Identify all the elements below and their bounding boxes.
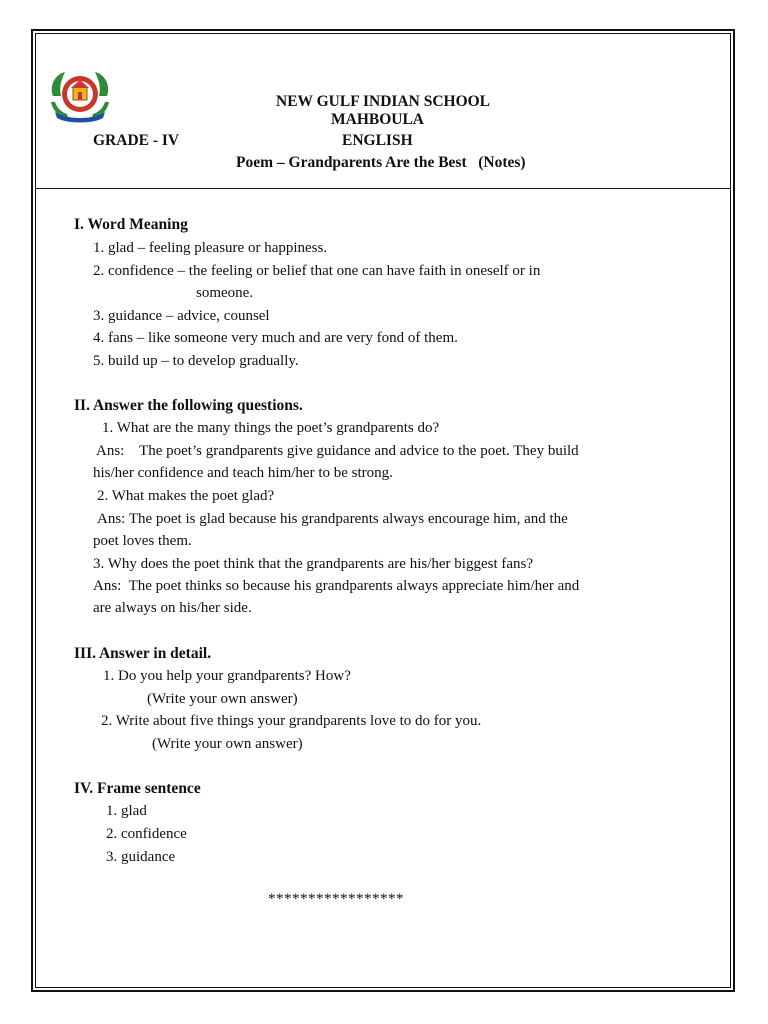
school-logo-icon (47, 68, 113, 124)
list-item: 3. guidance – advice, counsel (93, 308, 270, 324)
footer-stars: ***************** (268, 891, 404, 907)
list-item: 2. confidence (106, 826, 187, 842)
question-line: 2. What makes the poet glad? (97, 488, 275, 504)
title-suffix: (Notes) (478, 154, 526, 171)
question-line: 1. Do you help your grandparents? How? (103, 668, 351, 684)
section-heading-frame-sentence: IV. Frame sentence (74, 780, 201, 797)
instruction-line: (Write your own answer) (147, 691, 298, 707)
question-line: 1. What are the many things the poet’s grandparents do? (102, 420, 440, 436)
title-text: Poem – Grandparents Are the Best (236, 154, 467, 171)
question-line: 3. Why does the poet think that the grandparents are his/her biggest fans? (93, 556, 534, 572)
list-item: 4. fans – like someone very much and are very fond of them. (93, 330, 458, 346)
answer-line: Ans: The poet’s grandparents give guidance and advice to the poet. They build (96, 443, 579, 459)
list-item: 2. confidence – the feeling or belief that one can have faith in oneself or in (93, 263, 541, 279)
section-heading-questions: II. Answer the following questions. (74, 397, 303, 414)
answer-line: his/her confidence and teach him/her to be strong. (93, 465, 393, 481)
page-title (236, 153, 526, 173)
instruction-line: (Write your own answer) (152, 736, 303, 752)
school-location: MAHBOULA (331, 111, 424, 128)
answer-line: poet loves them. (93, 533, 192, 549)
question-line: 2. Write about five things your grandparents love to do for you. (101, 713, 482, 729)
grade-label: GRADE - IV (93, 132, 180, 149)
list-item: 1. glad (106, 803, 147, 819)
list-item: someone. (196, 285, 254, 301)
section-heading-word-meaning: I. Word Meaning (74, 216, 188, 233)
subject-label: ENGLISH (342, 132, 413, 149)
answer-line: are always on his/her side. (93, 600, 252, 616)
list-item: 1. glad – feeling pleasure or happiness. (93, 240, 328, 256)
school-name: NEW GULF INDIAN SCHOOL (276, 93, 491, 110)
header-divider (35, 188, 731, 189)
section-heading-detail: III. Answer in detail. (74, 645, 212, 662)
list-item: 3. guidance (106, 849, 176, 865)
answer-line: Ans: The poet is glad because his grandparents always encourage him, and the (97, 511, 568, 527)
list-item: 5. build up – to develop gradually. (93, 353, 299, 369)
answer-line: Ans: The poet thinks so because his grandparents always appreciate him/her and (93, 578, 580, 594)
